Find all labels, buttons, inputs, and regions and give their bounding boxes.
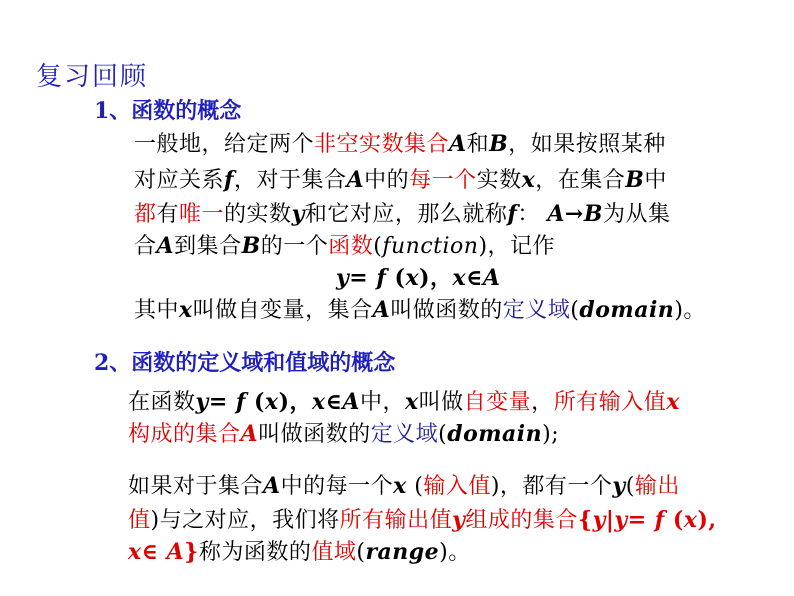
- text-run: 定义域: [502, 298, 571, 323]
- text-run: 叫做: [418, 390, 464, 415]
- text-run: A: [263, 473, 281, 499]
- text-run: domain: [447, 421, 543, 447]
- text-run: ),: [697, 507, 717, 533]
- text-run: =: [208, 389, 236, 415]
- text-run: ，如果按照某种: [508, 132, 666, 157]
- text-run: 如果对于集合: [128, 474, 264, 499]
- text-run: (: [625, 474, 635, 499]
- text-run: x: [405, 265, 420, 291]
- text-run: 值: [128, 508, 151, 533]
- text-run: 自变量: [463, 390, 532, 415]
- text-run: (: [406, 474, 424, 499]
- text-run: 的一个: [260, 234, 329, 259]
- text-run: A: [346, 167, 365, 193]
- text-run: ，: [531, 390, 554, 415]
- text-run: y: [452, 507, 466, 533]
- text-run: 中的: [364, 168, 410, 193]
- text-run: x: [521, 167, 536, 193]
- text-run: 所有输出值: [339, 508, 453, 533]
- text-run: |: [605, 507, 615, 533]
- text-run: ，在集合: [535, 168, 626, 193]
- text-run: f: [224, 167, 234, 193]
- section2-para2-line-1: [128, 470, 680, 503]
- text-run: domain: [579, 297, 675, 323]
- text-run: (: [386, 265, 406, 291]
- text-run: 中，: [360, 390, 406, 415]
- text-run: }: [184, 539, 199, 565]
- text-run: 在函数: [128, 390, 196, 415]
- text-run: 的实数: [224, 202, 292, 227]
- text-run: 有: [156, 202, 180, 227]
- text-run: y: [592, 507, 606, 533]
- section1-line-3: [134, 198, 670, 231]
- text-run: 为从集: [602, 202, 671, 227]
- text-run: y: [336, 265, 350, 291]
- text-run: A: [240, 421, 259, 447]
- text-run: )。: [674, 298, 706, 323]
- section1-title: 1、函数的概念: [94, 98, 242, 124]
- text-run: A: [372, 297, 391, 323]
- section2-para1-line-1: [128, 386, 680, 419]
- text-run: (: [664, 507, 684, 533]
- text-run: x: [666, 389, 680, 415]
- review-title: 复习回顾: [36, 62, 149, 92]
- section2-para1-line-2: [128, 418, 559, 451]
- text-run: x: [264, 389, 279, 415]
- text-run: ：: [517, 202, 548, 227]
- text-run: 和它对应，那么就称: [304, 202, 508, 227]
- text-run: 每一个: [409, 168, 477, 193]
- text-run: x: [179, 297, 193, 323]
- text-run: 组成的集合: [465, 508, 578, 533]
- text-run: 对应关系: [134, 168, 225, 193]
- section1-line-2: [134, 164, 667, 197]
- text-run: 中的每一个: [280, 474, 394, 499]
- section1-line-1: [134, 128, 666, 161]
- text-run: )，记作: [478, 234, 556, 259]
- text-run: 输入值: [423, 474, 491, 499]
- text-run: y: [614, 507, 628, 533]
- text-run: B: [241, 233, 261, 259]
- text-run: y: [612, 473, 626, 499]
- text-run: x: [683, 507, 698, 533]
- text-run: f: [507, 201, 518, 227]
- text-run: 叫做自变量，集合: [192, 298, 373, 323]
- text-run: B: [489, 131, 509, 157]
- text-run: B: [625, 167, 645, 193]
- text-run: A: [482, 265, 501, 291]
- text-run: 合: [134, 234, 157, 259]
- text-run: 所有输入值: [553, 390, 667, 415]
- text-run: y: [195, 389, 209, 415]
- text-run: {: [577, 507, 593, 533]
- text-run: )。: [439, 540, 471, 565]
- text-run: 实数: [476, 168, 522, 193]
- text-run: x: [452, 265, 467, 291]
- text-run: function: [382, 234, 479, 259]
- text-run: f: [235, 389, 246, 415]
- text-run: )，: [419, 265, 453, 291]
- text-run: 定义域: [370, 422, 439, 447]
- text-run: x: [312, 389, 326, 415]
- text-run: 一般地，给定两个: [134, 132, 315, 157]
- text-run: 构成的集合: [128, 422, 241, 447]
- text-run: (: [373, 234, 383, 259]
- text-run: 值域: [311, 540, 357, 565]
- section1-formula: [336, 262, 500, 295]
- text-run: A: [449, 131, 467, 157]
- text-run: f: [376, 265, 387, 291]
- text-run: (: [245, 389, 265, 415]
- section2-para2-line-2: [128, 504, 717, 537]
- text-run: )，: [278, 389, 312, 415]
- text-run: 称为函数的: [198, 540, 312, 565]
- text-run: (: [438, 422, 448, 447]
- section2-title: 2、函数的定义域和值域的概念: [94, 350, 396, 376]
- text-run: )，都有一个: [490, 474, 613, 499]
- text-run: range: [365, 539, 440, 565]
- text-run: 函数: [328, 234, 374, 259]
- text-run: x: [128, 539, 142, 565]
- text-run: f: [654, 507, 665, 533]
- text-run: (: [356, 540, 366, 565]
- text-run: A→B: [547, 201, 603, 227]
- text-run: ，对于集合: [233, 168, 347, 193]
- text-run: y: [291, 201, 305, 227]
- text-run: );: [542, 422, 560, 447]
- text-run: ∈: [466, 265, 483, 291]
- text-run: x: [393, 473, 407, 499]
- text-run: 中: [644, 168, 667, 193]
- text-run: A: [156, 233, 175, 259]
- section1-line-4: [134, 230, 555, 263]
- text-run: 都: [134, 202, 157, 227]
- text-run: 和: [466, 132, 490, 157]
- text-run: 非空实数集合: [314, 132, 450, 157]
- text-run: =: [627, 507, 655, 533]
- section1-last-line: [134, 294, 706, 327]
- text-run: 到集合: [174, 234, 242, 259]
- text-run: (: [570, 298, 580, 323]
- text-run: )与之对应，我们将: [150, 508, 340, 533]
- text-run: ∈: [325, 389, 343, 415]
- text-run: A: [158, 539, 185, 565]
- text-run: ∈: [141, 539, 159, 565]
- text-run: 叫做函数的: [258, 422, 371, 447]
- text-run: 输出: [634, 474, 680, 499]
- text-run: A: [342, 389, 360, 415]
- text-run: 叫做函数的: [390, 298, 503, 323]
- text-run: 其中: [134, 298, 180, 323]
- text-run: 唯一: [179, 202, 225, 227]
- section2-para2-line-3: [128, 536, 471, 569]
- text-run: =: [349, 265, 377, 291]
- text-run: x: [405, 389, 419, 415]
